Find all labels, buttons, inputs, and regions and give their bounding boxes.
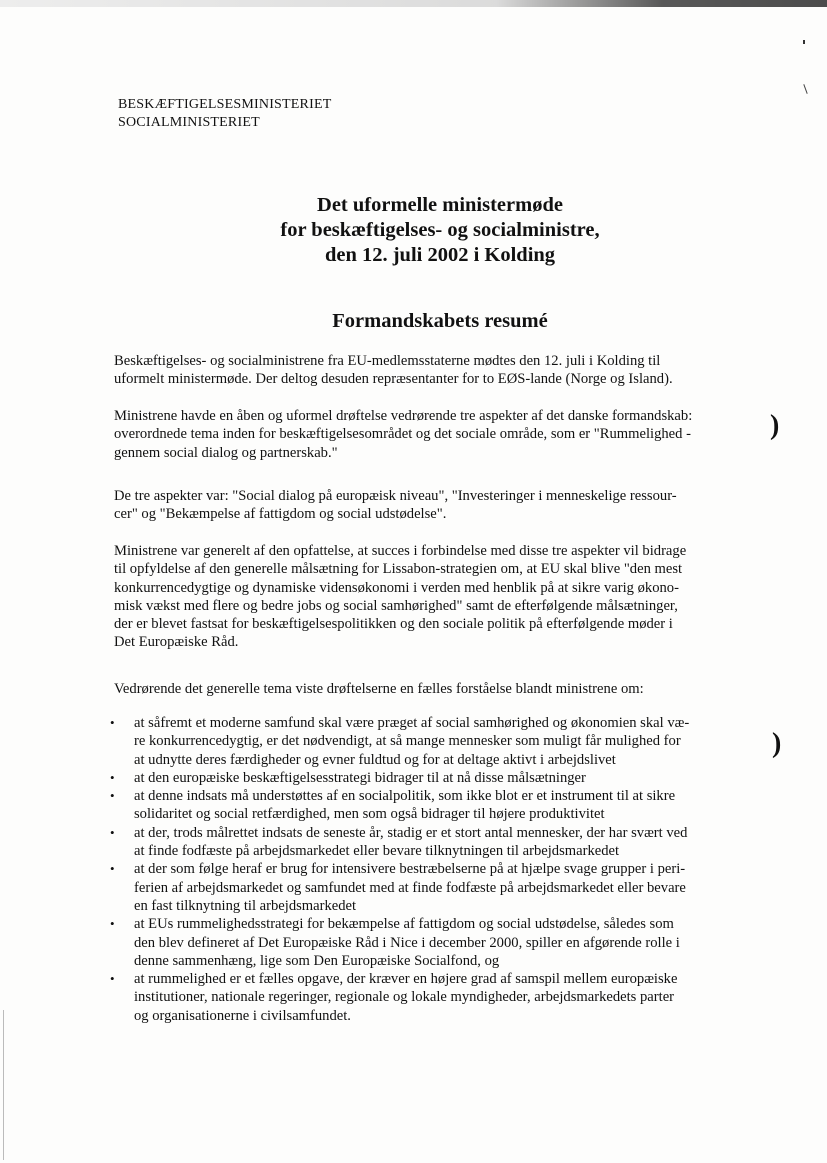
ministry-name: SOCIALMINISTERIET — [118, 115, 260, 130]
text-line: at udnytte deres færdigheder og evner fuldtud og for at deltage aktivt i arbejdslivet — [134, 751, 616, 768]
text-line: at der, trods målrettet indsats de seneste år, stadig er et stort antal mennesker, der har svært ved — [134, 824, 688, 841]
text-line: De tre aspekter var: "Social dialog på europæisk niveau", "Investeringer i menneskelige ressour- — [114, 488, 677, 504]
list-item — [110, 860, 770, 915]
list-item — [110, 824, 770, 861]
text-line: at finde fodfæste på arbejdsmarkedet eller bevare tilknytningen til arbejdsmarkedet — [134, 843, 620, 860]
paragraph — [114, 407, 764, 462]
text-line: og organisationerne i civilsamfundet. — [134, 1007, 351, 1024]
margin-mark: ) — [772, 728, 782, 759]
bullet-icon: • — [110, 715, 115, 730]
text-line: en fast tilknytning til arbejdsmarkedet — [134, 897, 357, 914]
list-item — [110, 915, 770, 970]
text-line: at den europæiske beskæftigelsesstrategi bidrager til at nå disse målsætninger — [134, 769, 586, 786]
text-line: overordnede tema inden for beskæftigelsesområdet og det sociale område, som er "Rummelighed - — [114, 426, 691, 443]
text-line: solidaritet og social retfærdighed, men som også bidrager til højere produktivitet — [134, 806, 605, 823]
text-line: Ministrene havde en åben og uformel drøftelse vedrørende tre aspekter af det danske formandskab: — [114, 408, 693, 424]
text-line: uformelt ministermøde. Der deltog desuden repræsentanter for to EØS-lande (Norge og Island). — [114, 371, 673, 388]
text-line: den blev defineret af Det Europæiske Råd i Nice i december 2000, spiller en afgørende rolle i — [134, 934, 680, 951]
paragraph — [114, 352, 764, 389]
text-line: at denne indsats må understøttes af en socialpolitik, som ikke blot er et instrument til at sikre — [134, 788, 676, 805]
scan-left-edge — [3, 1010, 4, 1160]
text-line: der er blevet fastsat for beskæftigelsespolitikken og den sociale politik på efterfølgende møder i — [114, 616, 673, 633]
text-line: til opfyldelse af den generelle målsætning for Lissabon-strategien om, at EU skal blive "den mest — [114, 561, 683, 578]
text-line: konkurrencedygtige og dynamiske vidensøkonomi i verden med henblik på at sikre varig økono- — [114, 579, 679, 596]
ministries-header — [118, 96, 331, 132]
text-line: Ministrene var generelt af den opfattelse, at succes i forbindelse med disse tre aspekter vil bidrage — [114, 543, 687, 559]
text-line: institutioner, nationale regeringer, regionale og lokale myndigheder, arbejdsmarkedets parter — [134, 989, 675, 1006]
title-line: Det uformelle ministermøde — [317, 194, 563, 216]
paragraph — [114, 680, 764, 698]
bullet-icon: • — [110, 916, 115, 932]
ministry-name: BESKÆFTIGELSESMINISTERIET — [118, 97, 332, 112]
scan-top-edge — [0, 0, 827, 7]
scan-speck — [803, 84, 807, 94]
document-subtitle: Formandskabets resumé — [332, 310, 548, 332]
document-title — [200, 193, 680, 268]
list-item — [110, 769, 770, 787]
bullet-icon: • — [110, 971, 115, 987]
bullet-icon: • — [110, 861, 115, 877]
title-line: den 12. juli 2002 i Kolding — [324, 244, 556, 266]
bullet-icon: • — [110, 824, 115, 840]
title-line: for beskæftigelses- og socialministre, — [280, 219, 600, 241]
scan-speck — [803, 40, 805, 44]
bullet-list — [110, 714, 770, 1025]
list-item — [110, 714, 770, 769]
text-line: at EUs rummelighedsstrategi for bekæmpelse af fattigdom og social udstødelse, således som — [134, 916, 674, 933]
paragraph — [114, 487, 764, 524]
text-line: at såfremt et moderne samfund skal være præget af social samhørighed og økonomien skal væ- — [134, 715, 690, 731]
list-item — [110, 970, 770, 1025]
margin-mark: ) — [770, 410, 780, 441]
text-line: cer" og "Bekæmpelse af fattigdom og social udstødelse". — [114, 506, 447, 523]
text-line: Det Europæiske Råd. — [114, 634, 239, 651]
text-line: gennem social dialog og partnerskab." — [114, 444, 338, 461]
text-line: Vedrørende det generelle tema viste drøftelserne en fælles forståelse blandt ministrene om: — [114, 681, 644, 697]
text-line: at der som følge heraf er brug for intensivere bestræbelserne på at hjælpe svage grupper i peri- — [134, 861, 686, 878]
text-line: denne sammenhæng, lige som Den Europæiske Socialfond, og — [134, 952, 500, 969]
text-line: ferien af arbejdsmarkedet og samfundet med at finde fodfæste på arbejdsmarkedet eller bevare — [134, 879, 686, 896]
text-line: misk vækst med flere og bedre jobs og social samhørighed" samt de efterfølgende målsætninger, — [114, 597, 678, 614]
text-line: Beskæftigelses- og socialministrene fra EU-medlemsstaterne mødtes den 12. juli i Kolding til — [114, 353, 661, 369]
bullet-icon: • — [110, 769, 115, 785]
text-line: re konkurrencedygtig, er det nødvendigt, at så mange mennesker som muligt får mulighed for — [134, 733, 681, 750]
bullet-icon: • — [110, 788, 115, 804]
list-item — [110, 787, 770, 824]
paragraph — [114, 542, 764, 652]
text-line: at rummelighed er et fælles opgave, der kræver en højere grad af samspil mellem europæiske — [134, 971, 678, 988]
